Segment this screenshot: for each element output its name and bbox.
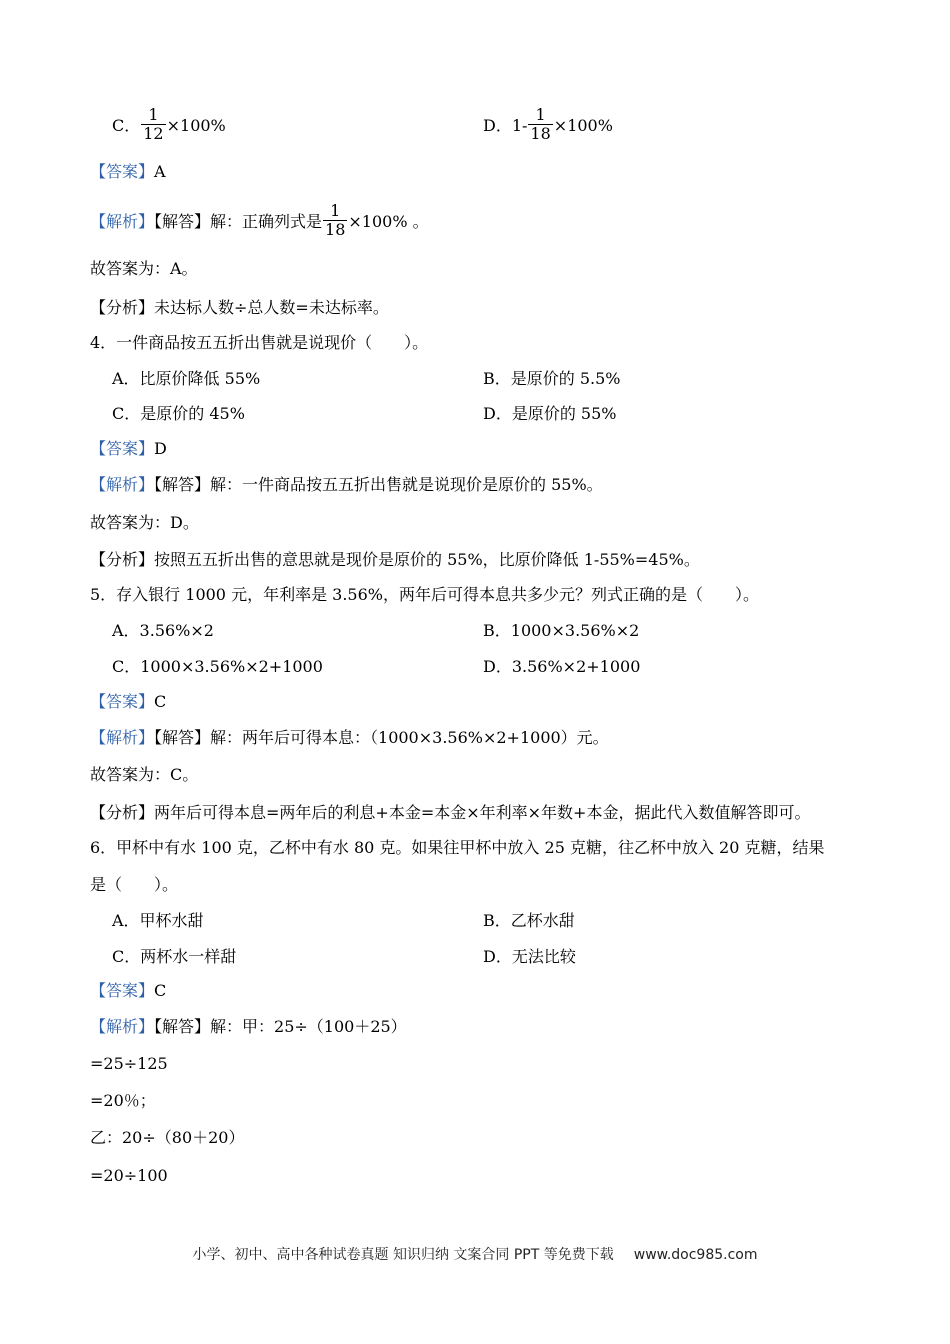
fraction-denominator: 18 xyxy=(530,124,551,143)
q3-option-c-fraction xyxy=(141,106,165,143)
q4-option-c: C．是原价的 45% xyxy=(112,404,245,423)
q4-analysis xyxy=(90,474,603,496)
q5-fenxi: 【分析】两年后可得本息=两年后的利息+本金=本金×年利率×年数+本金，据此代入数值解答即可。 xyxy=(90,803,811,822)
analysis-tag: 【解析】 xyxy=(90,212,155,231)
q5-conclusion: 故答案为：C。 xyxy=(90,765,199,784)
answer-value: C xyxy=(154,981,167,1000)
fraction-numerator: 1 xyxy=(330,201,341,220)
q3-option-d xyxy=(483,105,613,145)
q6-step-4: =20÷100 xyxy=(90,1166,168,1185)
analysis-text: 【解答】解：两年后可得本息：（1000×3.56%×2+1000）元。 xyxy=(154,728,609,747)
q3-option-c-tail: ×100% xyxy=(166,116,226,135)
q3-option-d-fraction xyxy=(528,106,552,143)
q3-answer xyxy=(90,161,166,183)
answer-tag: 【答案】 xyxy=(90,981,155,1000)
q6-answer xyxy=(90,980,166,1002)
q5-option-d: D．3.56%×2+1000 xyxy=(483,657,641,676)
q5-answer xyxy=(90,691,166,713)
analysis-tag: 【解析】 xyxy=(90,728,155,747)
q6-analysis xyxy=(90,1016,407,1038)
q4-conclusion: 故答案为：D。 xyxy=(90,513,199,532)
analysis-tail: ×100% 。 xyxy=(348,212,429,231)
analysis-tag: 【解析】 xyxy=(90,475,155,494)
q3-option-d-tail: ×100% xyxy=(553,116,613,135)
q3-option-d-label: D．1- xyxy=(483,116,528,135)
fraction-denominator: 12 xyxy=(143,124,164,143)
analysis-text: 【解答】解：甲：25÷（100＋25） xyxy=(154,1017,407,1036)
q5-option-b: B．1000×3.56%×2 xyxy=(483,621,640,640)
q3-option-c-label: C． xyxy=(112,116,141,135)
q3-fenxi: 【分析】未达标人数÷总人数=未达标率。 xyxy=(90,298,389,317)
answer-tag: 【答案】 xyxy=(90,439,155,458)
q3-analysis-fraction xyxy=(323,202,347,239)
q6-stem-line1: 6．甲杯中有水 100 克，乙杯中有水 80 克。如果往甲杯中放入 25 克糖，往乙杯中放入 20 克糖，结果 xyxy=(90,838,825,857)
answer-value: D xyxy=(154,439,167,458)
page-footer xyxy=(0,1244,950,1264)
q6-step-1: =25÷125 xyxy=(90,1054,168,1073)
fraction-numerator: 1 xyxy=(148,105,159,124)
q4-option-d: D．是原价的 55% xyxy=(483,404,617,423)
analysis-text: 【解答】解：正确列式是 xyxy=(154,212,323,231)
q3-conclusion: 故答案为：A。 xyxy=(90,259,198,278)
q4-fenxi: 【分析】按照五五折出售的意思就是现价是原价的 55%，比原价降低 1-55%=45%。 xyxy=(90,550,700,569)
fraction-denominator: 18 xyxy=(325,220,346,239)
q4-stem: 4．一件商品按五五折出售就是说现价（ ）。 xyxy=(90,333,429,352)
answer-value: C xyxy=(154,692,167,711)
footer-site: www.doc985.com xyxy=(633,1247,758,1263)
q4-option-a: A．比原价降低 55% xyxy=(112,369,261,388)
answer-tag: 【答案】 xyxy=(90,692,155,711)
footer-text: 小学、初中、高中各种试卷真题 知识归纳 文案合同 PPT 等免费下载 xyxy=(192,1247,614,1263)
q5-option-a: A．3.56%×2 xyxy=(112,621,214,640)
q5-stem: 5．存入银行 1000 元，年利率是 3.56%，两年后可得本息共多少元？列式正确的是（ ）。 xyxy=(90,585,759,604)
q5-analysis xyxy=(90,727,609,749)
fraction-numerator: 1 xyxy=(535,105,546,124)
q6-step-2: =20％； xyxy=(90,1091,156,1110)
q3-option-c xyxy=(112,105,226,145)
answer-tag: 【答案】 xyxy=(90,162,155,181)
q6-step-3: 乙：20÷（80＋20） xyxy=(90,1128,245,1147)
answer-value: A xyxy=(154,162,166,181)
q6-option-c: C．两杯水一样甜 xyxy=(112,947,237,966)
q6-option-b: B．乙杯水甜 xyxy=(483,911,575,930)
analysis-text: 【解答】解：一件商品按五五折出售就是说现价是原价的 55%。 xyxy=(154,475,603,494)
q5-option-c: C．1000×3.56%×2+1000 xyxy=(112,657,323,676)
q4-answer xyxy=(90,438,167,460)
analysis-tag: 【解析】 xyxy=(90,1017,155,1036)
q6-stem-line2: 是（ ）。 xyxy=(90,875,179,894)
q3-analysis xyxy=(90,201,429,241)
q6-option-a: A．甲杯水甜 xyxy=(112,911,204,930)
q4-option-b: B．是原价的 5.5% xyxy=(483,369,621,388)
q6-option-d: D．无法比较 xyxy=(483,947,576,966)
